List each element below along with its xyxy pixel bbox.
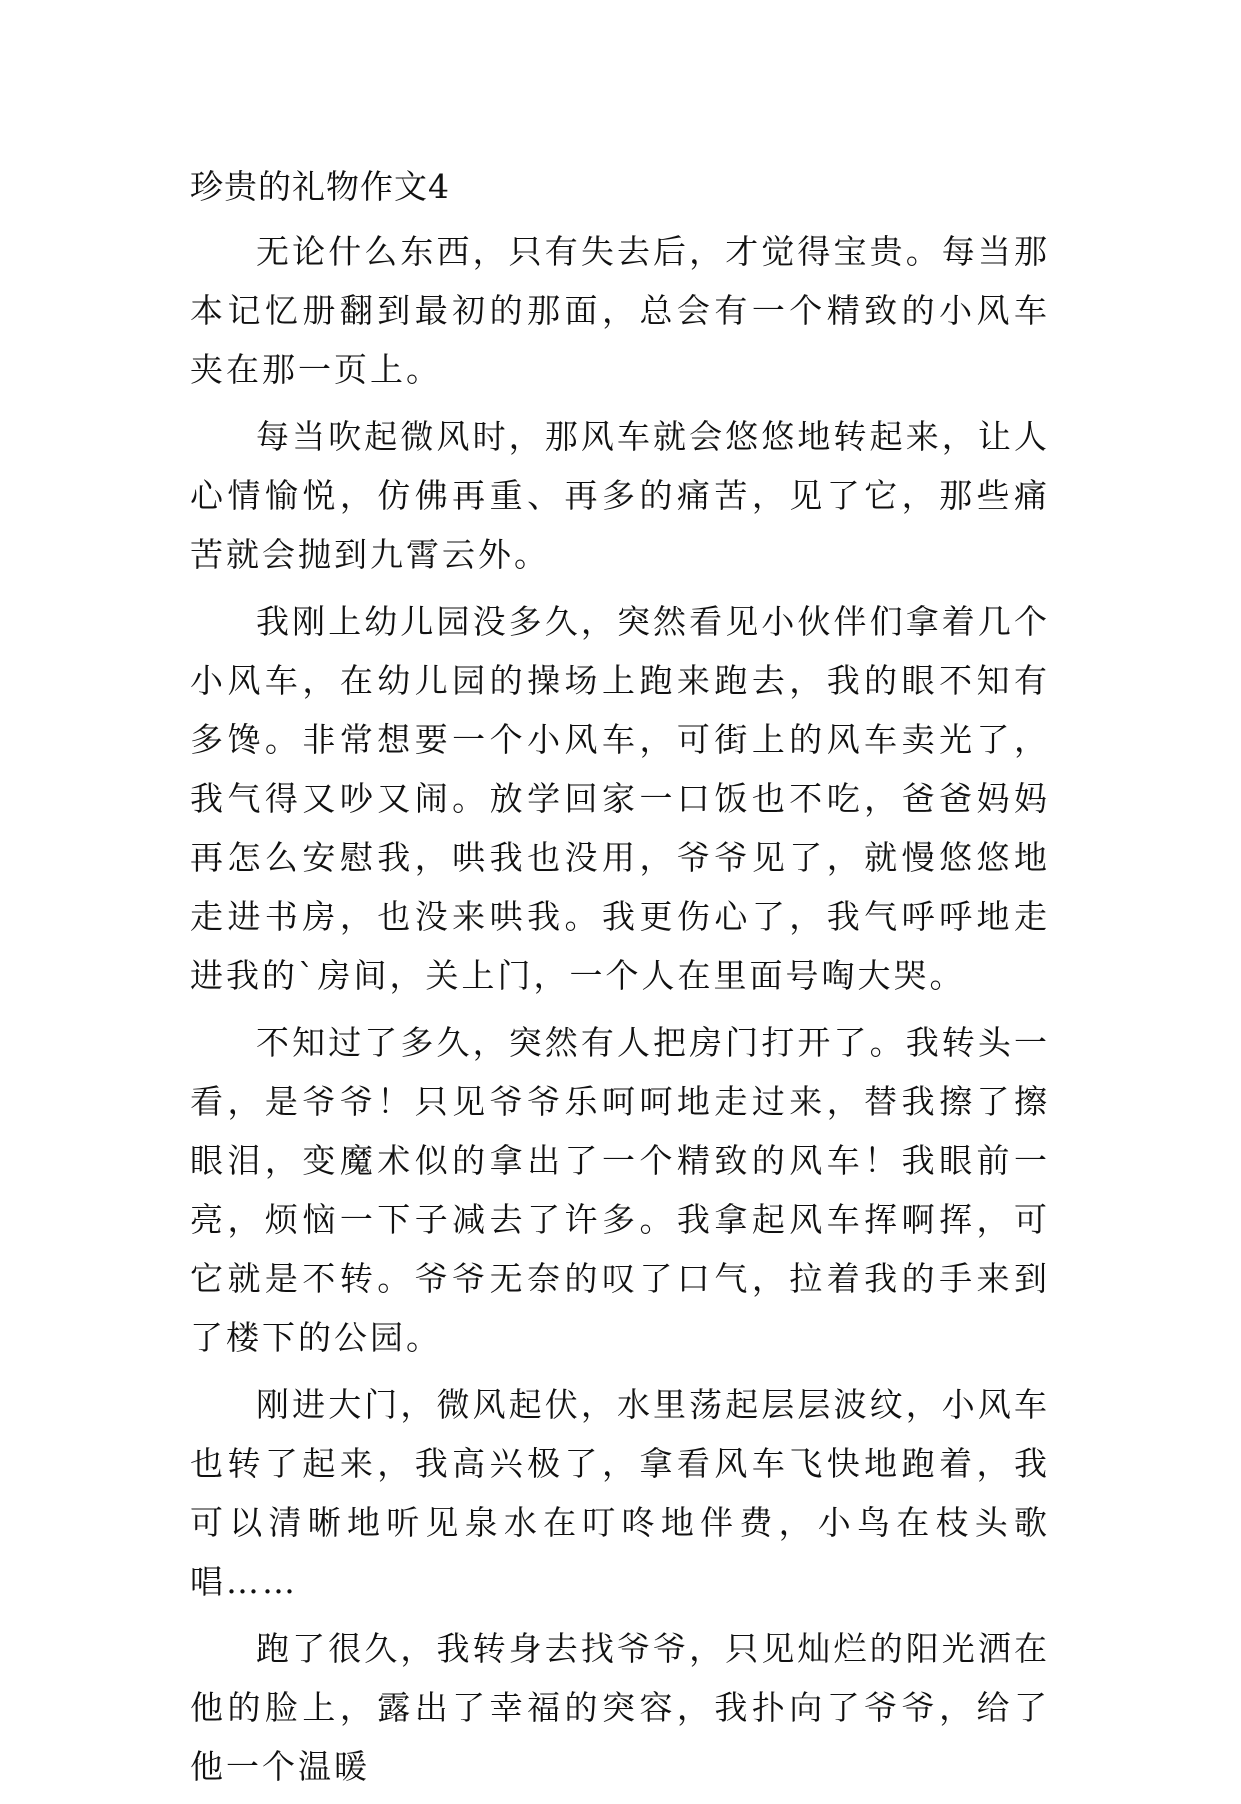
paragraph-4: 不知过了多久，突然有人把房门打开了。我转头一看，是爷爷！只见爷爷乐呵呵地走过来，替我擦了擦眼泪，变魔术似的拿出了一个精致的风车！我眼前一亮，烦恼一下子减去了许多。我拿起风车挥啊挥，可它就是不转。爷爷无奈的叹了口气，拉着我的手来到了楼下的公园。 (190, 1023, 1050, 1357)
paragraph-6: 跑了很久，我转身去找爷爷，只见灿烂的阳光洒在他的脸上，露出了幸福的突容，我扑向了爷爷，给了他一个温暖 (190, 1629, 1050, 1786)
paragraph-2: 每当吹起微风时，那风车就会悠悠地转起来，让人心情愉悦，仿佛再重、再多的痛苦，见了它，那些痛苦就会抛到九霄云外。 (190, 417, 1050, 574)
paragraph-5: 刚进大门，微风起伏，水里荡起层层波纹，小风车也转了起来，我高兴极了，拿看风车飞快地跑着，我可以清晰地听见泉水在叮咚地伴费，小鸟在枝头歌唱…… (190, 1385, 1050, 1601)
paragraph-3: 我刚上幼儿园没多久，突然看见小伙伴们拿着几个小风车，在幼儿园的操场上跑来跑去，我的眼不知有多馋。非常想要一个小风车，可街上的风车卖光了，我气得又吵又闹。放学回家一口饭也不吃，爸爸妈妈再怎么安慰我，哄我也没用，爷爷见了，就慢悠悠地走进书房，也没来哄我。我更伤心了，我气呼呼地走进我的`房间，关上门，一个人在里面号啕大哭。 (190, 602, 1050, 995)
article-body (190, 158, 1050, 1804)
paragraph-1: 无论什么东西，只有失去后，才觉得宝贵。每当那本记忆册翻到最初的那面，总会有一个精致的小风车夹在那一页上。 (190, 232, 1050, 389)
article-title: 珍贵的礼物作文4 (190, 167, 450, 206)
